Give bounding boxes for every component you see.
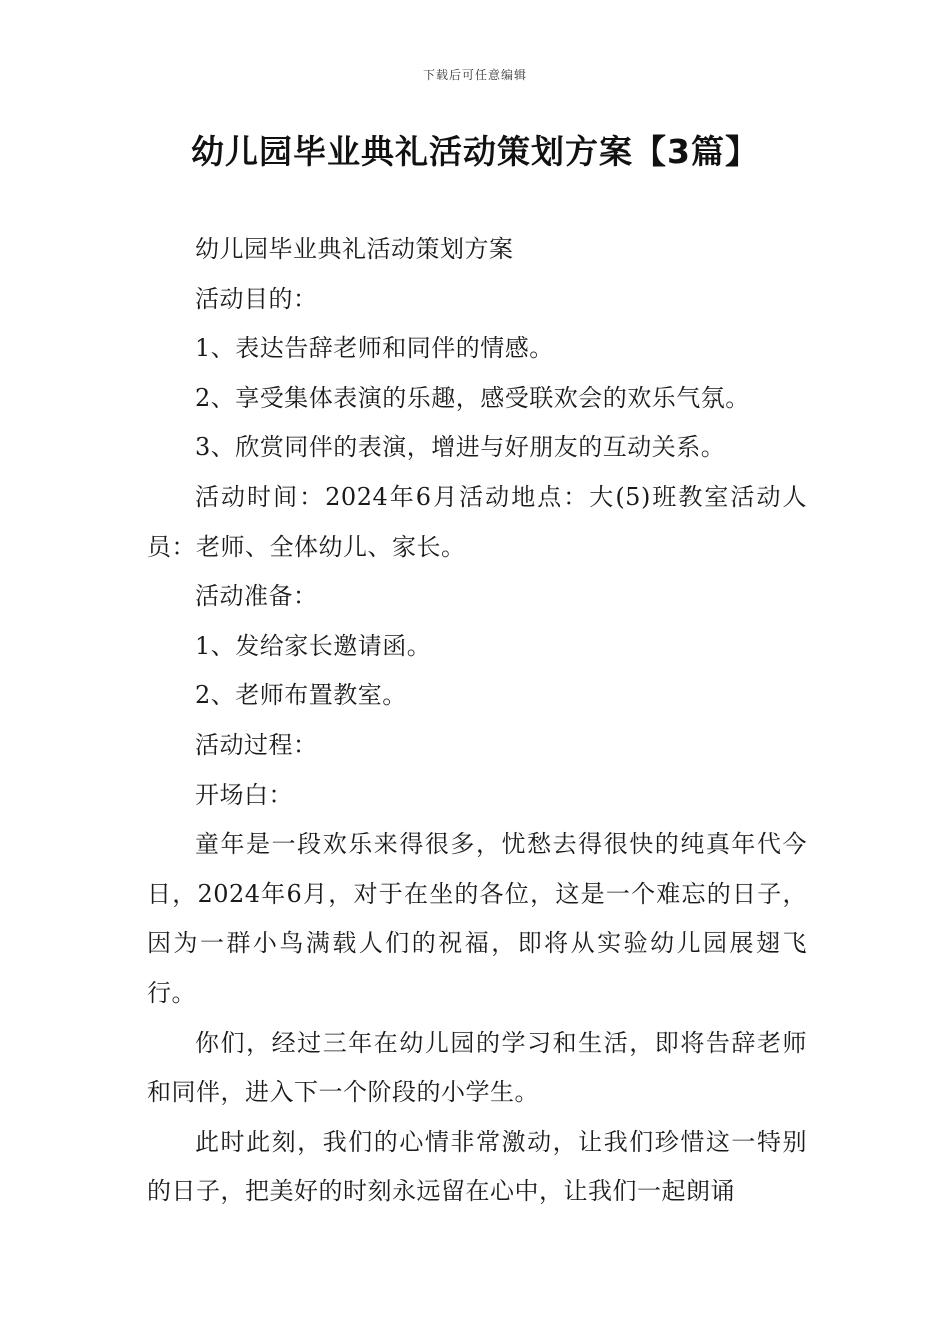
- paragraph-opening-heading: 开场白：: [195, 780, 293, 809]
- paragraph-preparation-item-1: 1、发给家长邀请函。: [195, 631, 432, 660]
- paragraph-preparation-item-2: 2、老师布置教室。: [195, 681, 407, 710]
- paragraph-preparation-heading: 活动准备：: [195, 582, 318, 611]
- paragraph-subtitle: 幼儿园毕业典礼活动策划方案: [195, 235, 514, 263]
- paragraph-purpose-item-1: 1、表达告辞老师和同伴的情感。: [195, 334, 554, 363]
- paragraph-opening-text-2: 你们，经过三年在幼儿园的学习和生活，即将告辞老师和同伴，进入下一个阶段的小学生。: [147, 1028, 807, 1107]
- paragraph-opening-text-3: 此时此刻，我们的心情非常激动，让我们珍惜这一特别的日子，把美好的时刻永远留在心中，让我们一起朗诵: [147, 1127, 807, 1206]
- paragraph-opening-text-1: 童年是一段欢乐来得很多，忧愁去得很快的纯真年代今日，2024年6月，对于在坐的各位，这是一个难忘的日子，因为一群小鸟满载人们的祝福，即将从实验幼儿园展翅飞行。: [147, 830, 807, 1007]
- paragraph-purpose-item-2: 2、享受集体表演的乐趣，感受联欢会的欢乐气氛。: [195, 383, 750, 412]
- paragraph-purpose-item-3: 3、欣赏同伴的表演，增进与好朋友的互动关系。: [195, 433, 726, 462]
- document-body: [147, 225, 807, 1217]
- document-title: 幼儿园毕业典礼活动策划方案【3篇】: [191, 132, 759, 171]
- paragraph-purpose-heading: 活动目的：: [195, 284, 318, 313]
- header-note: 下载后可任意编辑: [422, 68, 527, 82]
- paragraph-time-place-people: 活动时间：2024年6月活动地点：大(5)班教室活动人员：老师、全体幼儿、家长。: [147, 482, 807, 561]
- paragraph-process-heading: 活动过程：: [195, 730, 318, 759]
